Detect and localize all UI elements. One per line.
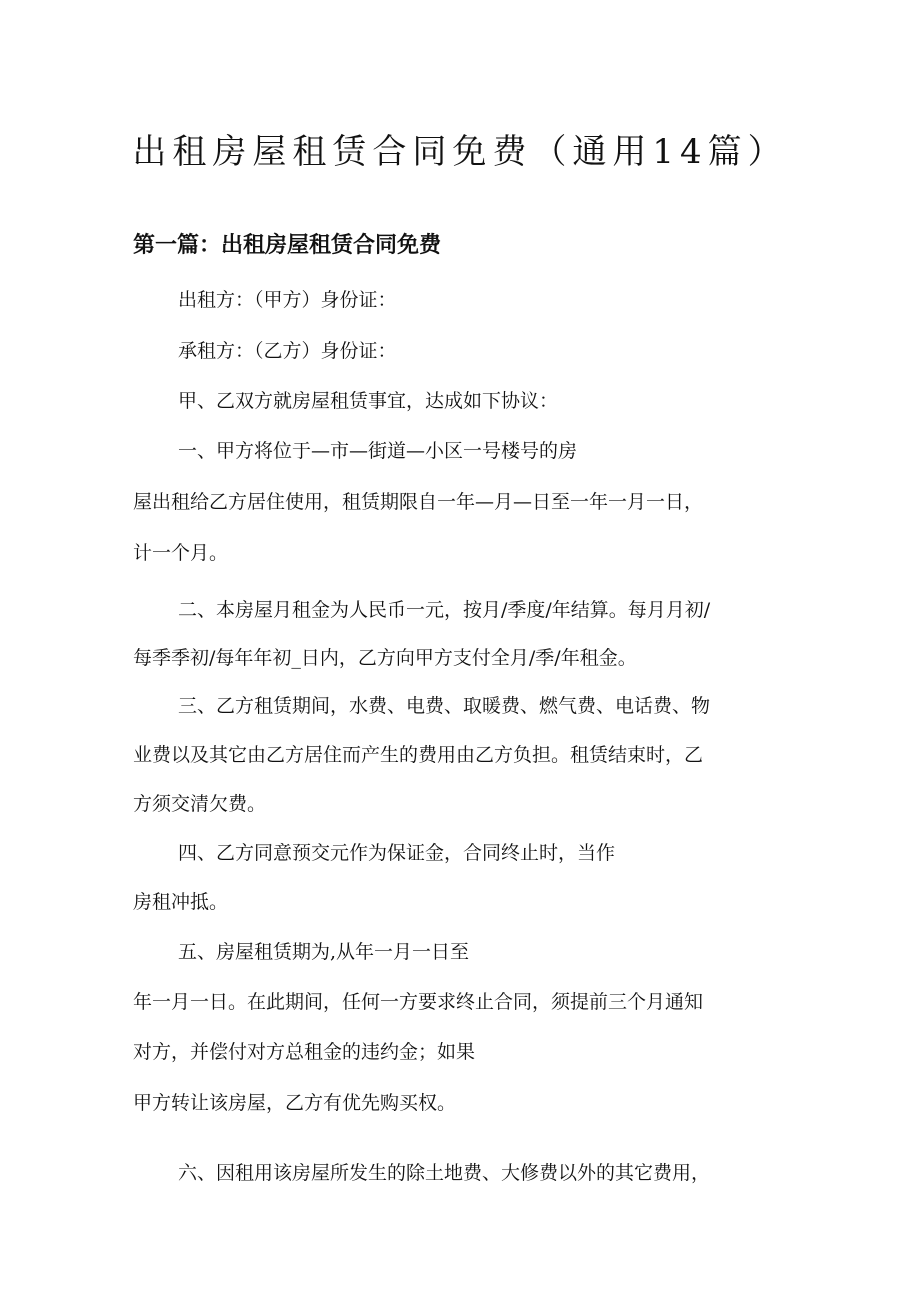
paragraph-line: 承租方：（乙方）身份证： [178,340,397,362]
paragraph-line: 年一月一日。在此期间，任何一方要求终止合同，须提前三个月通知 [133,991,704,1013]
paragraph-line: 每季季初/每年年初_日内，乙方向甲方支付全月/季/年租金。 [133,647,637,669]
paragraph-line: 方须交清欠费。 [133,793,267,815]
paragraph-line: 房租冲抵。 [133,891,229,913]
paragraph-line: 四、乙方同意预交元作为保证金，合同终止时，当作 [178,842,616,864]
section-heading: 第一篇：出租房屋租赁合同免费 [133,233,442,258]
paragraph-line: 一、甲方将位于—市—街道—小区一号楼号的房 [178,440,578,462]
document-title: 出租房屋租赁合同免费（通用14篇） [132,132,788,172]
paragraph-line: 二、本房屋月租金为人民币一元，按月/季度/年结算。每月月初/ [178,599,711,621]
paragraph-line: 屋出租给乙方居住使用，租赁期限自一年—月—日至一年一月一日， [133,491,704,513]
paragraph-line: 甲方转让该房屋，乙方有优先购买权。 [133,1092,457,1114]
paragraph-line: 业费以及其它由乙方居住而产生的费用由乙方负担。租赁结束时，乙 [133,744,704,766]
paragraph-line: 三、乙方租赁期间，水费、电费、取暖费、燃气费、电话费、物 [178,695,711,717]
paragraph-line: 计一个月。 [133,542,229,564]
paragraph-line: 对方，并偿付对方总租金的违约金；如果 [133,1041,476,1063]
paragraph-line: 甲、乙双方就房屋租赁事宜，达成如下协议： [178,390,559,412]
paragraph-line: 六、因租用该房屋所发生的除土地费、大修费以外的其它费用， [178,1162,711,1184]
paragraph-line: 五、房屋租赁期为,从年一月一日至 [178,941,470,963]
paragraph-line: 出租方：（甲方）身份证： [178,289,397,311]
